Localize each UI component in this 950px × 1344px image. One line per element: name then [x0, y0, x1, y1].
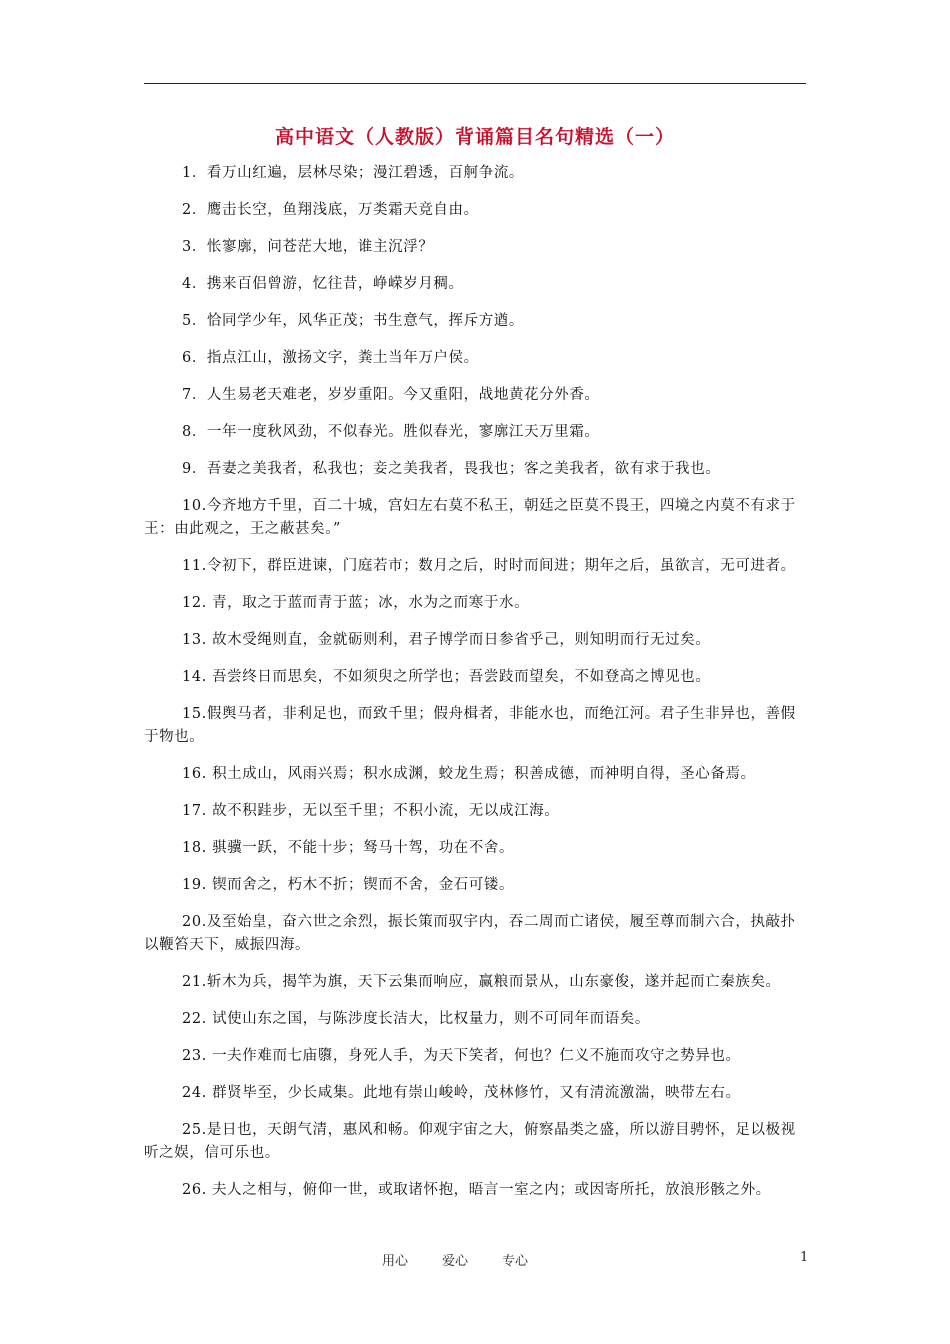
- list-item: 5．恰同学少年，风华正茂；书生意气，挥斥方遒。: [182, 313, 525, 329]
- list-item: 13. 故木受绳则直，金就砺则利，君子博学而日参省乎己，则知明而行无过矣。: [182, 632, 711, 648]
- list-item: 20.及至始皇，奋六世之余烈，振长策而驭宇内，吞二周而亡诸侯，履至尊而制六合，执敲扑以鞭笞天下，威振四海。: [144, 914, 796, 953]
- list-item: 24. 群贤毕至，少长咸集。此地有崇山峻岭，茂林修竹，又有清流激湍，映带左右。: [182, 1085, 741, 1101]
- list-item: 8．一年一度秋风劲，不似春光。胜似春光，寥廓江天万里霜。: [182, 424, 600, 440]
- list-item: 15.假舆马者，非利足也，而致千里；假舟楫者，非能水也，而绝江河。君子生非异也，善假于物也。: [144, 706, 796, 745]
- list-item: 6．指点江山，激扬文字，粪土当年万户侯。: [182, 350, 479, 366]
- header-rule: [144, 83, 806, 84]
- list-item: 26. 夫人之相与，俯仰一世，或取诸怀抱，晤言一室之内；或因寄所托，放浪形骸之外。: [182, 1182, 771, 1198]
- list-item: 7．人生易老天难老，岁岁重阳。今又重阳，战地黄花分外香。: [182, 387, 600, 403]
- list-item: 23. 一夫作难而七庙隳，身死人手，为天下笑者，何也？仁义不施而攻守之势异也。: [182, 1048, 741, 1064]
- list-item: 11.令初下，群臣进谏，门庭若市；数月之后，时时而间进；期年之后，虽欲言，无可进者。: [182, 558, 796, 574]
- list-item: 2．鹰击长空，鱼翔浅底，万类霜天竞自由。: [182, 202, 479, 218]
- footer-slogan-word: 爱心: [442, 1254, 469, 1269]
- footer-slogan: [382, 1250, 562, 1269]
- verse-list: [144, 162, 806, 1216]
- list-item: 22. 试使山东之国，与陈涉度长洁大，比权量力，则不可同年而语矣。: [182, 1011, 650, 1027]
- list-item: 9．吾妻之美我者，私我也；妾之美我者，畏我也；客之美我者，欲有求于我也。: [182, 461, 721, 477]
- list-item: 14. 吾尝终日而思矣，不如须臾之所学也；吾尝跂而望矣，不如登高之博见也。: [182, 669, 711, 685]
- list-item: 3．怅寥廓，问苍茫大地，谁主沉浮？: [182, 239, 434, 255]
- list-item: 18. 骐骥一跃，不能十步；驽马十驾，功在不舍。: [182, 840, 515, 856]
- footer-slogan-word: 专心: [502, 1254, 529, 1269]
- page-number: 1: [800, 1250, 809, 1265]
- list-item: 10.今齐地方千里，百二十城，宫妇左右莫不私王，朝廷之臣莫不畏王，四境之内莫不有求于王：由此观之，王之蔽甚矣。”: [144, 498, 796, 537]
- list-item: 17. 故不积跬步，无以至千里；不积小流，无以成江海。: [182, 803, 560, 819]
- document-title: 高中语文（人教版）背诵篇目名句精选（一）: [274, 126, 675, 148]
- list-item: 16. 积土成山，风雨兴焉；积水成渊，蛟龙生焉；积善成德，而神明自得，圣心备焉。: [182, 766, 756, 782]
- list-item: 1．看万山红遍，层林尽染；漫江碧透，百舸争流。: [182, 165, 525, 181]
- list-item: 4．携来百侣曾游，忆往昔，峥嵘岁月稠。: [182, 276, 464, 292]
- list-item: 21.斩木为兵，揭竿为旗，天下云集而响应，赢粮而景从，山东豪俊，遂并起而亡秦族矣。: [182, 974, 781, 990]
- list-item: 12. 青，取之于蓝而青于蓝；冰，水为之而寒于水。: [182, 595, 530, 611]
- footer-slogan-word: 用心: [382, 1254, 409, 1269]
- list-item: 25.是日也，天朗气清，惠风和畅。仰观宇宙之大，俯察晶类之盛，所以游目骋怀，足以极视听之娱，信可乐也。: [144, 1122, 796, 1161]
- list-item: 19. 锲而舍之，朽木不折；锲而不舍，金石可镂。: [182, 877, 515, 893]
